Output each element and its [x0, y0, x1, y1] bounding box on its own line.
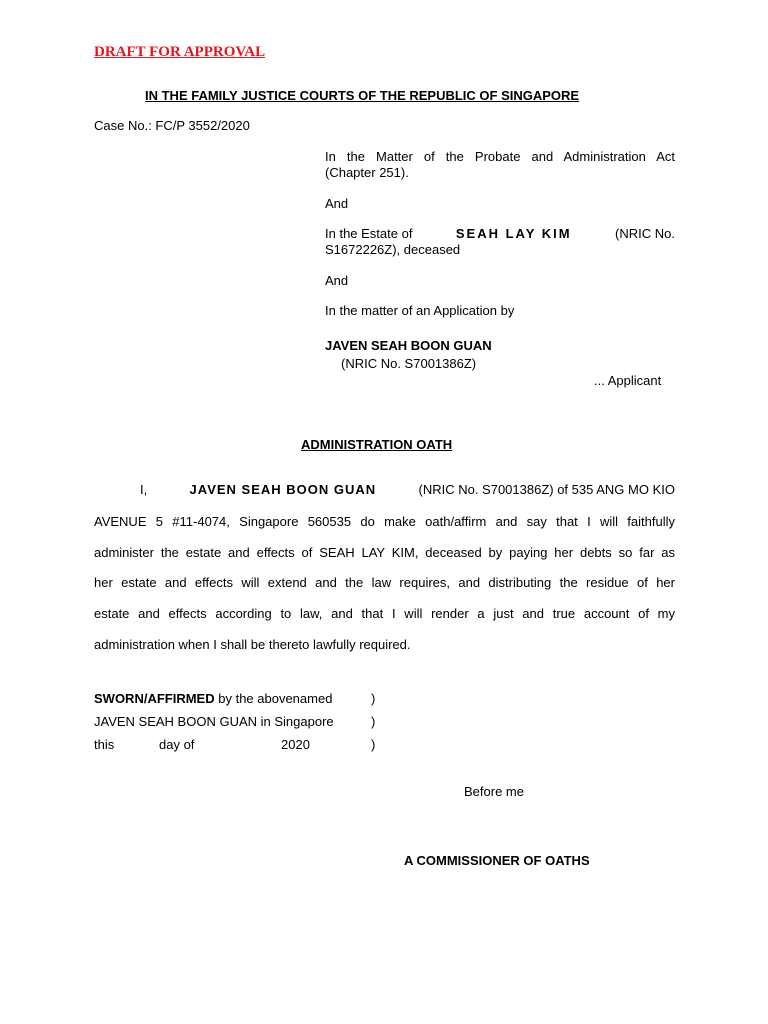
commissioner-of-oaths: A COMMISSIONER OF OATHS	[404, 853, 590, 868]
court-title: IN THE FAMILY JUSTICE COURTS OF THE REPUBLIC OF SINGAPORE	[145, 88, 580, 103]
oath-line-6: administration when I shall be thereto lawfully required.	[94, 637, 411, 652]
before-me: Before me	[464, 784, 524, 799]
act-line-2: (Chapter 251).	[325, 165, 409, 180]
applicant-nric: (NRIC No. S7001386Z)	[341, 356, 477, 371]
and-2: And	[325, 273, 349, 288]
estate-line-1	[325, 226, 675, 242]
applicant-label: ... Applicant	[594, 373, 662, 388]
oath-applicant-name: JAVEN SEAH BOON GUAN	[189, 482, 377, 497]
applicant-name: JAVEN SEAH BOON GUAN	[325, 338, 492, 353]
jurat-paren-2: )	[371, 714, 376, 729]
jurat-paren-3: )	[371, 737, 376, 752]
oath-line-3: administer the estate and effects of SEAH LAY KIM, deceased by paying her debts so far as	[94, 545, 675, 560]
oath-i: I,	[140, 482, 148, 497]
application-line: In the matter of an Application by	[325, 303, 515, 318]
estate-nric-label: (NRIC No.	[615, 226, 675, 241]
oath-line-1	[140, 482, 675, 498]
act-line-1: In the Matter of the Probate and Administration Act	[325, 149, 675, 164]
oath-line-2: AVENUE 5 #11-4074, Singapore 560535 do make oath/affirm and say that I will faithfully	[94, 514, 675, 529]
jurat-paren-1: )	[371, 691, 376, 706]
jurat-this: this	[94, 737, 115, 752]
oath-line-1-rest: (NRIC No. S7001386Z) of 535 ANG MO KIO	[418, 482, 675, 497]
estate-line-2: S1672226Z), deceased	[325, 242, 461, 257]
jurat-year: 2020	[281, 737, 310, 752]
jurat-line-2: JAVEN SEAH BOON GUAN in Singapore	[94, 714, 334, 729]
case-number: Case No.: FC/P 3552/2020	[94, 118, 250, 133]
draft-label: DRAFT FOR APPROVAL	[94, 44, 266, 60]
oath-line-4: her estate and effects will extend and the law requires, and distributing the residue of her	[94, 575, 675, 590]
and-1: And	[325, 196, 349, 211]
sworn-rest: by the abovenamed	[218, 691, 333, 706]
jurat-line-1	[94, 691, 332, 707]
deceased-name: SEAH LAY KIM	[455, 226, 572, 241]
oath-line-5: estate and effects according to law, and that I will render a just and true account of my	[94, 606, 675, 621]
oath-title: ADMINISTRATION OATH	[301, 437, 453, 452]
sworn-label: SWORN/AFFIRMED	[94, 691, 215, 706]
jurat-day-of: day of	[159, 737, 195, 752]
estate-prefix: In the Estate of	[325, 226, 413, 241]
